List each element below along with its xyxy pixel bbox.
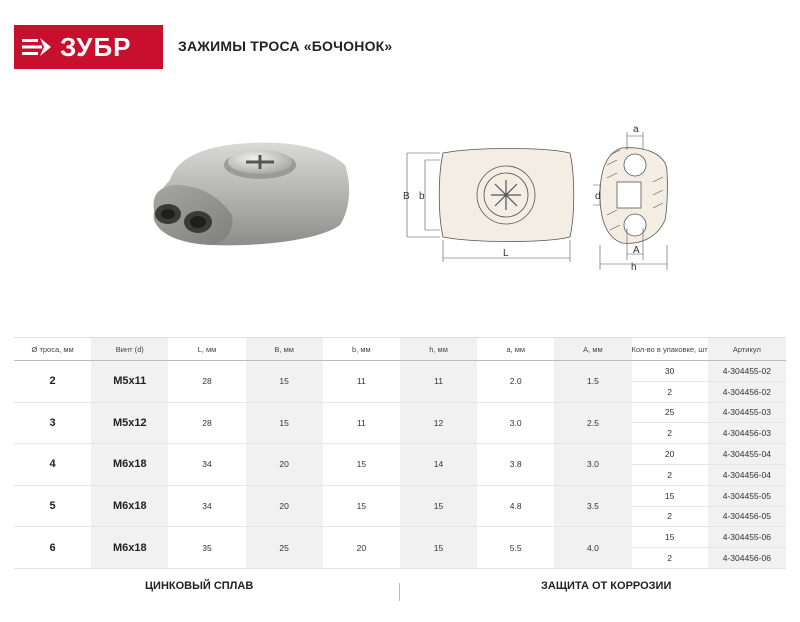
- cell-diameter: 3: [14, 402, 91, 444]
- cell-A: 1.5: [554, 361, 631, 403]
- cell-a: 2.0: [477, 361, 554, 403]
- cell-pack-qty: 25: [632, 402, 708, 423]
- label-a: a: [633, 124, 639, 135]
- cell-a: 3.0: [477, 402, 554, 444]
- cell-pack-qty: 30: [632, 361, 708, 382]
- brand-logo: [14, 25, 163, 69]
- cell-diameter: 6: [14, 527, 91, 569]
- cell-article: 4-304456-05: [708, 506, 786, 527]
- cell-diameter: 4: [14, 444, 91, 486]
- cell-h: 15: [400, 485, 477, 527]
- cell-pack-qty: 2: [632, 381, 708, 402]
- cell-article: 4-304455-02: [708, 361, 786, 382]
- cell-L: 28: [168, 361, 245, 403]
- cell-h: 14: [400, 444, 477, 486]
- cell-L: 35: [168, 527, 245, 569]
- label-B: B: [403, 191, 410, 202]
- cell-article: 4-304456-04: [708, 464, 786, 485]
- cell-pack-qty: 2: [632, 464, 708, 485]
- corrosion-label: ЗАЩИТА ОТ КОРРОЗИИ: [541, 580, 672, 592]
- table-header-row: [14, 338, 786, 361]
- cell-B: 15: [246, 361, 323, 403]
- cell-pack-qty: 2: [632, 548, 708, 569]
- cell-pack-qty: 2: [632, 423, 708, 444]
- cell-article: 4-304455-06: [708, 527, 786, 548]
- col-A: A, мм: [554, 338, 631, 361]
- cell-B: 15: [246, 402, 323, 444]
- col-diameter: Ø троса, мм: [14, 338, 91, 361]
- cell-a: 3.8: [477, 444, 554, 486]
- cell-b: 20: [323, 527, 400, 569]
- cell-pack-qty: 15: [632, 527, 708, 548]
- label-d: d: [595, 191, 601, 202]
- cell-screw: M6x18: [91, 485, 168, 527]
- cell-diameter: 2: [14, 361, 91, 403]
- cell-b: 11: [323, 402, 400, 444]
- cell-A: 3.5: [554, 485, 631, 527]
- table-row: [14, 402, 786, 423]
- table-row: [14, 444, 786, 465]
- col-a: a, мм: [477, 338, 554, 361]
- technical-drawing: [395, 120, 685, 270]
- cell-L: 34: [168, 485, 245, 527]
- cell-diameter: 5: [14, 485, 91, 527]
- cell-screw: M5x12: [91, 402, 168, 444]
- cell-A: 3.0: [554, 444, 631, 486]
- cell-article: 4-304456-03: [708, 423, 786, 444]
- cell-pack-qty: 2: [632, 506, 708, 527]
- col-pack-qty: Кол-во в упаковке, шт: [632, 338, 708, 361]
- cell-L: 34: [168, 444, 245, 486]
- cell-B: 25: [246, 527, 323, 569]
- col-h: h, мм: [400, 338, 477, 361]
- col-B: B, мм: [246, 338, 323, 361]
- table-row: [14, 361, 786, 382]
- table-row: [14, 527, 786, 548]
- label-h: h: [631, 262, 637, 270]
- cell-a: 5.5: [477, 527, 554, 569]
- page-title: ЗАЖИМЫ ТРОСА «БОЧОНОК»: [178, 38, 393, 54]
- label-L: L: [503, 248, 509, 259]
- cell-B: 20: [246, 444, 323, 486]
- table-row: [14, 485, 786, 506]
- label-b: b: [419, 191, 425, 202]
- cell-article: 4-304455-05: [708, 485, 786, 506]
- cell-b: 11: [323, 361, 400, 403]
- col-article: Артикул: [708, 338, 786, 361]
- cell-L: 28: [168, 402, 245, 444]
- cell-A: 2.5: [554, 402, 631, 444]
- cell-pack-qty: 20: [632, 444, 708, 465]
- cell-article: 4-304455-03: [708, 402, 786, 423]
- cell-b: 15: [323, 485, 400, 527]
- arrow-logo-icon: [22, 34, 54, 60]
- cell-screw: M6x18: [91, 444, 168, 486]
- cell-screw: M5x11: [91, 361, 168, 403]
- cell-article: 4-304456-06: [708, 548, 786, 569]
- logo-text: ЗУБР: [60, 31, 132, 62]
- cell-b: 15: [323, 444, 400, 486]
- product-photo: [140, 125, 355, 255]
- cell-article: 4-304455-04: [708, 444, 786, 465]
- cell-screw: M6x18: [91, 527, 168, 569]
- cell-a: 4.8: [477, 485, 554, 527]
- label-A: A: [633, 245, 640, 256]
- cell-article: 4-304456-02: [708, 381, 786, 402]
- cell-B: 20: [246, 485, 323, 527]
- material-label: ЦИНКОВЫЙ СПЛАВ: [145, 580, 254, 592]
- cell-h: 11: [400, 361, 477, 403]
- cell-A: 4.0: [554, 527, 631, 569]
- col-L: L, мм: [168, 338, 245, 361]
- cell-pack-qty: 15: [632, 485, 708, 506]
- col-b: b, мм: [323, 338, 400, 361]
- spec-table: [14, 337, 786, 569]
- cell-h: 12: [400, 402, 477, 444]
- footer-divider: [399, 583, 400, 601]
- col-screw: Винт (d): [91, 338, 168, 361]
- cell-h: 15: [400, 527, 477, 569]
